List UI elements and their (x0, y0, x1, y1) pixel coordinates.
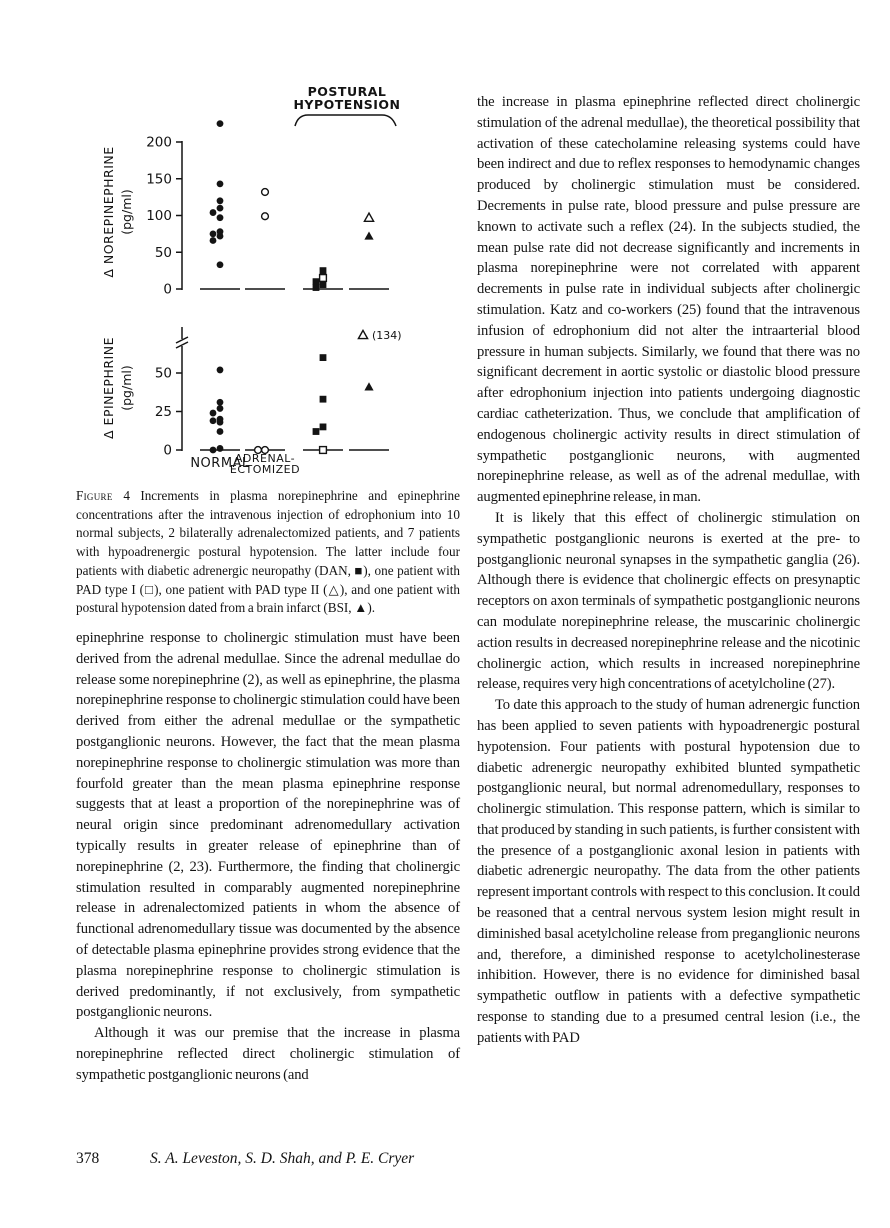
caption-text: Increments in plasma norepinephrine and epinephrine concentrations after the intravenous injection of edrophonium into 10 normal subjects, 2 bilaterally adrenalectomized patients, and 7 patients with hypoadrenergic postural hypotension. The latter include four patients with diabetic adrenergic neuropathy (DAN, ■), one patient with PAD type I (□), one patient with PAD type II (△), and one patient with postural hypotension dated from a brain infarct (BSI, ▲). (76, 488, 461, 616)
svg-text:0: 0 (163, 442, 172, 459)
svg-text:200: 200 (146, 134, 172, 151)
svg-text:(pg/ml): (pg/ml) (119, 189, 134, 235)
paragraph: the increase in plasma epinephrine reflected direct cholinergic stimulation of the adrenal medullae), the theoretical possibility that activation of these catecholamine releasing systems could have been indirect and due to reflex responses to hemodynamic changes produced by cholinergic stimulation must be considered. Decrements in pulse rate, blood pressure and pulse pressure are known to activate such a reflex (24). In the subjects studied, the mean pulse rate did not decrease significantly and increments in plasma norepinephrine were not correlated with apparent decrements in pulse rate in individual subjects after cholinergic stimulation. Katz and co-workers (25) found that the intravenous infusion of edrophonium did not alter the intraarterial blood pressure in human subjects. Similarly, we found that there was no significant decrement in aortic systolic or diastolic blood pressure after edrophonium injection into patients undergoing diagnostic cardiac catheterization. Thus, we conclude that amplification of endogenous cholinergic activity results in direct stimulation of sympathetic postganglionic neurons, with augmented norepinephrine release, as well as of the adrenal medullae, with augmented epinephrine release, in man. (477, 94, 860, 506)
svg-text:Δ NOREPINEPHRINE: Δ NOREPINEPHRINE (101, 146, 116, 278)
svg-text:25: 25 (154, 404, 172, 420)
paragraph: To date this approach to the study of human adrenergic function has been applied to seven patients with hypoadrenergic postural hypotension. Four patients with postural hypotension due to diabetic adrenergic neuropathy exhibited blunted sympathetic postganglionic neural, but normal adrenomedullary, responses to cholinergic stimulation. This response pattern, which is similar to that produced by standing in such patients, is further consistent with the presence of a postganglionic axonal lesion in patients with diabetic adrenergic neuropathy. The data from the other patients represent important controls with respect to this conclusion. It could be reasoned that a central nervous system lesion might result in diminished basal acetylcholine release from preganglionic neurons and, therefore, a diminished response to acetylcholinesterase inhibition. However, there is no evidence for diminished basal sympathetic outflow in patients with a defective sympathetic response to standing due to a presumed central lesion (i.e., the patients with PAD (477, 697, 860, 1046)
svg-text:150: 150 (146, 171, 172, 188)
svg-text:NORMAL: NORMAL (190, 456, 250, 471)
figure-caption (76, 487, 460, 618)
left-column (76, 628, 460, 1086)
figure-4 (85, 84, 481, 484)
svg-text:ADRENAL-: ADRENAL- (234, 452, 296, 465)
page-number: 378 (76, 1150, 100, 1167)
svg-text:HYPOTENSION: HYPOTENSION (293, 97, 401, 112)
footer-authors: S. A. Leveston, S. D. Shah, and P. E. Cryer (150, 1150, 415, 1167)
svg-text:Δ EPINEPHRINE: Δ EPINEPHRINE (101, 337, 116, 439)
svg-text:100: 100 (146, 208, 172, 224)
svg-text:POSTURAL: POSTURAL (307, 84, 387, 99)
right-column (477, 92, 860, 1049)
paragraph: epinephrine response to cholinergic stimulation must have been derived from the adrenal medullae. Since the adrenal medullae do release some norepinephrine (2), as well as epinephrine, the plasma norepinephrine response to cholinergic stimulation could have been derived from either the adrenal medullae or the sympathetic postganglionic neurons. However, the fact that the mean plasma norepinephrine response to cholinergic stimulation was more than fourfold greater than the mean plasma epinephrine response suggests that at least a proportion of the norepinephrine was of neural origin since predominant adrenomedullary activation typically results in greater release of epinephrine than of norepinephrine (2, 23). Furthermore, the finding that cholinergic stimulation resulted in comparably augmented norepinephrine release in adrenalectomized patients in whom the absence of functional adrenomedullary tissue was documented by the absence of detectable plasma epinephrine provides strong evidence that the plasma norepinephrine response to cholinergic stimulation is derived predominantly, if not exclusively, from sympathetic postganglionic neurons. (76, 630, 460, 1021)
caption-label: Figure 4 (76, 488, 131, 503)
svg-text:(pg/ml): (pg/ml) (119, 365, 134, 411)
svg-text:0: 0 (163, 281, 172, 298)
page-footer (76, 1150, 414, 1168)
paragraph: Although it was our premise that the increase in plasma norepinephrine reflected direct cholinergic stimulation of sympathetic postganglionic neurons (and (76, 1025, 460, 1083)
svg-text:50: 50 (154, 365, 172, 382)
paragraph: It is likely that this effect of cholinergic stimulation on sympathetic postganglionic neurons is exerted at the pre- to postganglionic neuronal synapses in the sympathetic ganglia (26). Although there is evidence that cholinergic effects on presynaptic receptors on axon terminals of sympathetic postganglionic neurons can modulate norepinephrine release, the muscarinic cholinergic action results in decreased norepinephrine release and the nicotinic cholinergic action, which results in increased norepinephrine release, requires very high concentrations of acetylcholine (27). (477, 509, 860, 693)
svg-text:50: 50 (154, 244, 172, 261)
svg-text:(134): (134) (372, 329, 402, 342)
svg-text:ECTOMIZED: ECTOMIZED (229, 463, 301, 476)
figure-plot (85, 84, 481, 484)
